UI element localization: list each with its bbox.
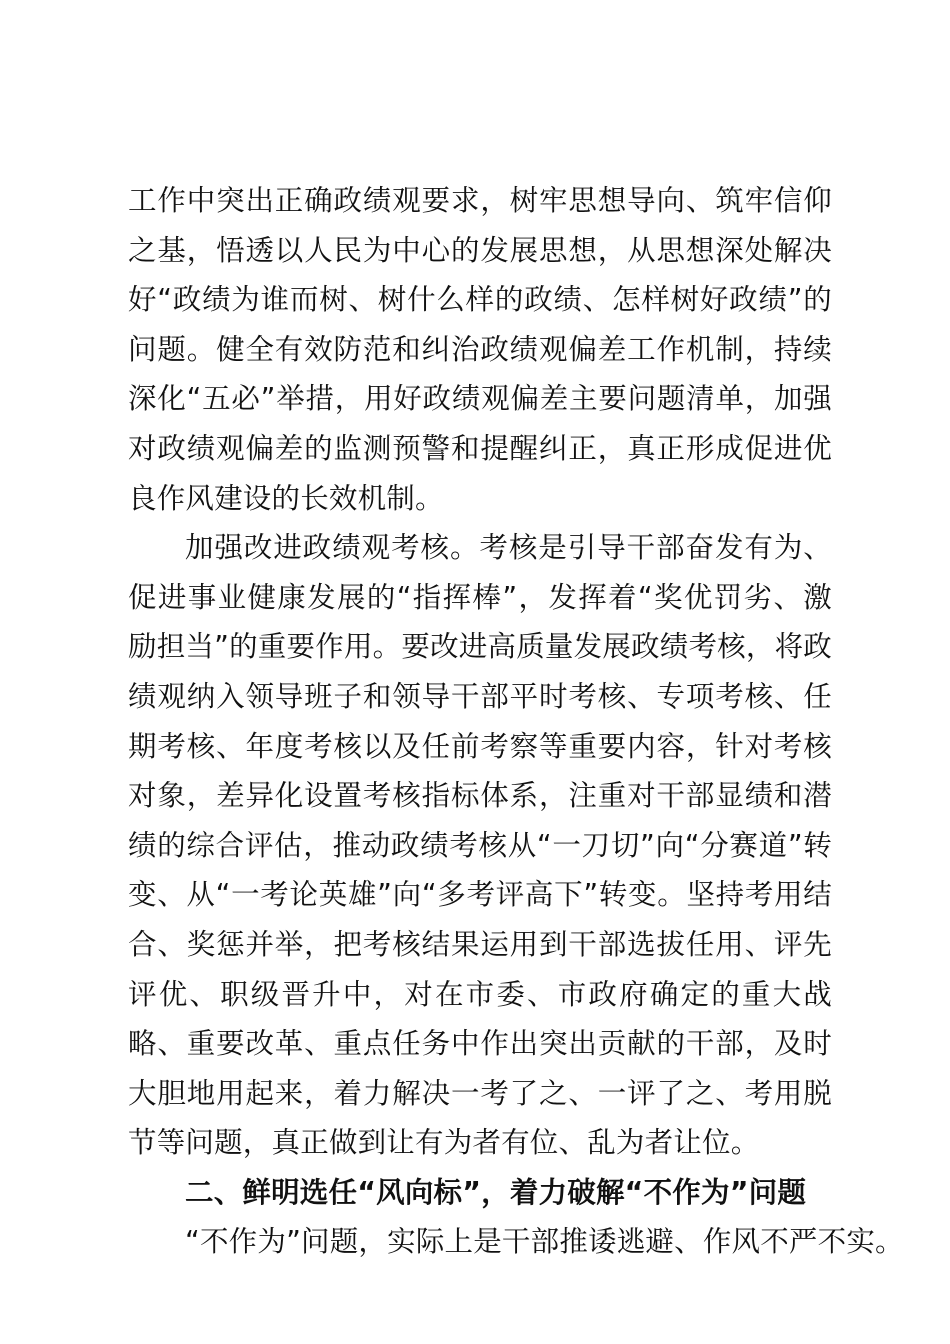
paragraph-continuation: 工作中突出正确政绩观要求，树牢思想导向、筑牢信仰之基，悟透以人民为中心的发展思想，从思想深处解决好“政绩为谁而树、树什么样的政绩、怎样树好政绩”的问题。健全有效防范和纠治政绩观偏差工作机制，持续深化“五必”举措，用好政绩观偏差主要问题清单，加强对政绩观偏差的监测预警和提醒纠正，真正形成促进优良作风建设的长效机制。 <box>128 184 832 515</box>
paragraph-assessment: 加强改进政绩观考核。考核是引导干部奋发有为、促进事业健康发展的“指挥棒”，发挥着“奖优罚劣、激励担当”的重要作用。要改进高质量发展政绩考核，将政绩观纳入领导班子和领导干部平时考核、专项考核、任期考核、年度考核以及任前考察等重要内容，针对考核对象，差异化设置考核指标体系，注重对干部显绩和潜绩的综合评估，推动政绩考核从“一刀切”向“分赛道”转变、从“一考论英雄”向“多考评高下”转变。坚持考用结合、奖惩并举，把考核结果运用到干部选拔任用、评先评优、职级晋升中，对在市委、市政府确定的重大战略、重要改革、重点任务中作出突出贡献的干部，及时大胆地用起来，着力解决一考了之、一评了之、考用脱节等问题，真正做到让有为者有位、乱为者让位。 <box>128 531 832 1160</box>
document-body <box>128 176 904 1267</box>
paragraph-inaction: “不作为”问题，实际上是干部推诿逃避、作风不严不实。 <box>185 1225 904 1259</box>
section-heading: 二、鲜明选任“风向标”，着力破解“不作为”问题 <box>185 1175 807 1209</box>
